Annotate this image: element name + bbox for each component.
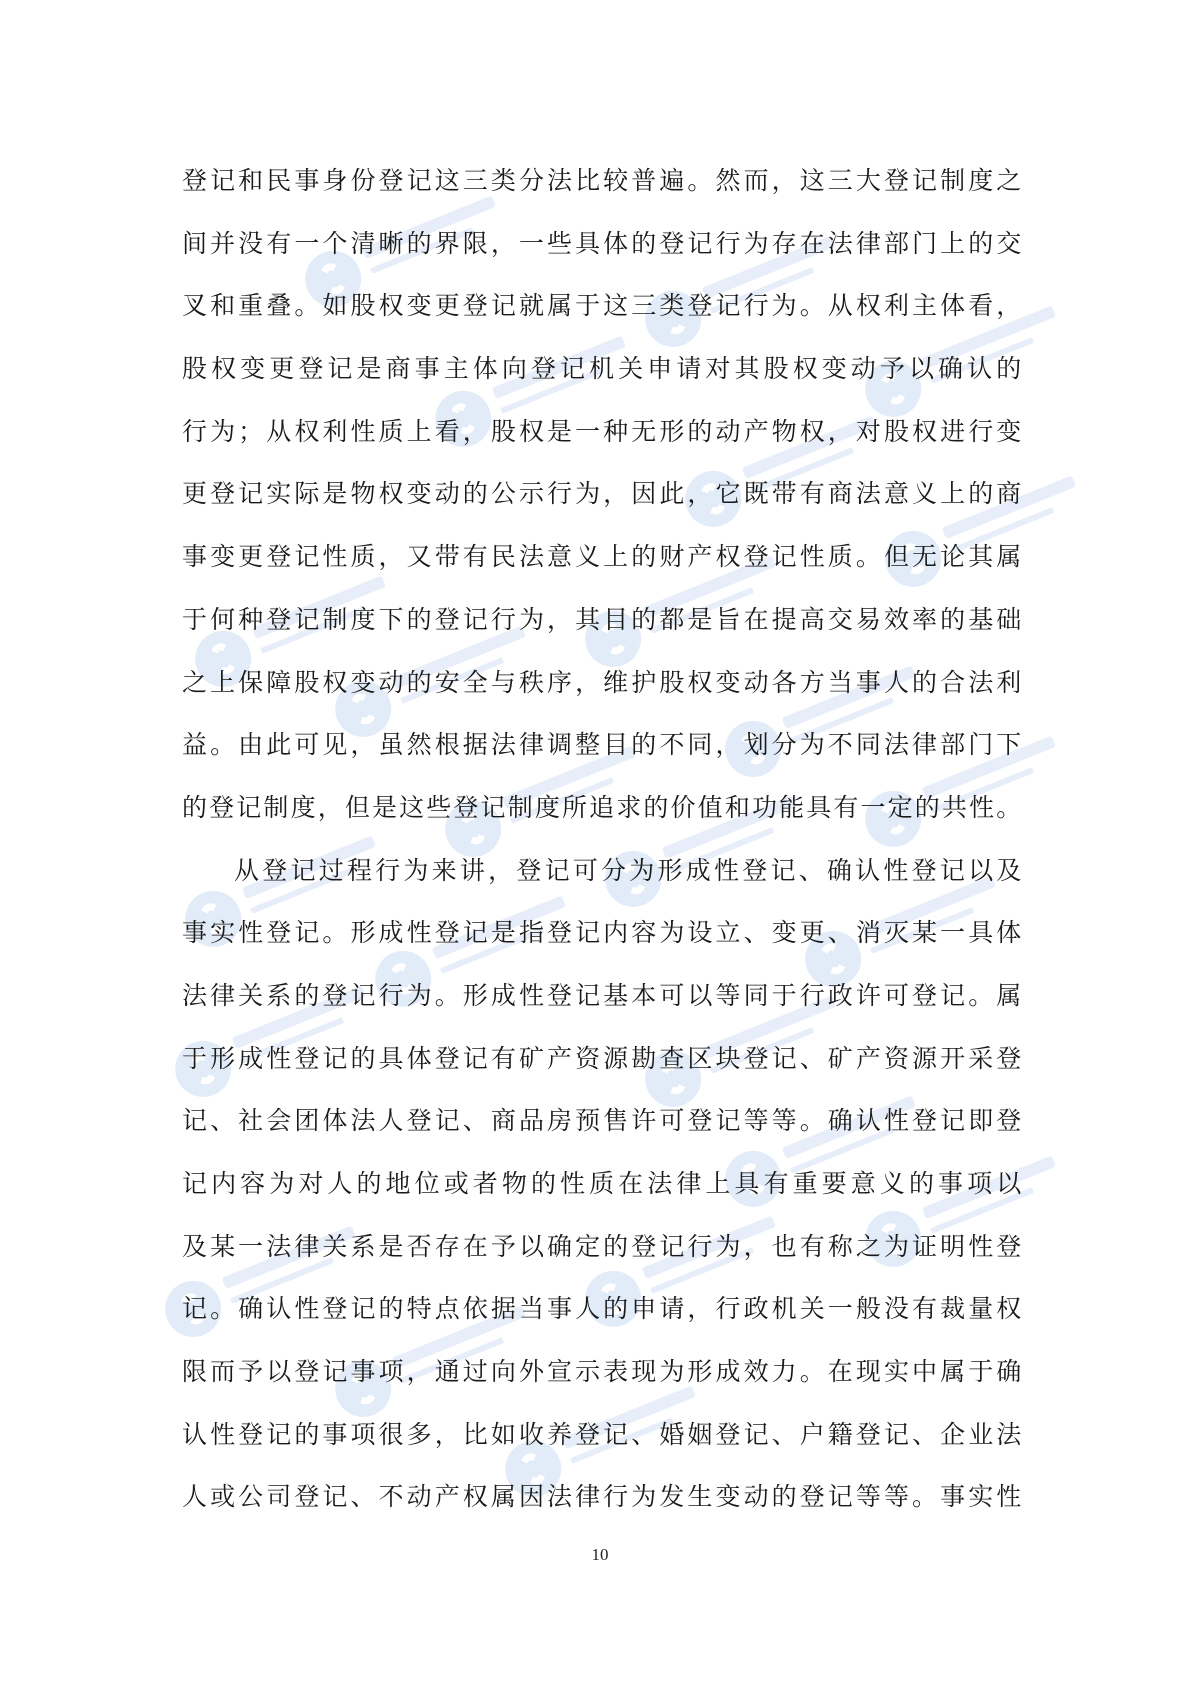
text-line: 限 而 予 以 登 记 事 项 ， 通 过 向 外 宣 示 表 现 为 形 成 效 力 。 在 现 实 中 属 于 确 [182, 1357, 1022, 1387]
text-line: 认 性 登 记 的 事 项 很 多 ， 比 如 收 养 登 记 、 婚 姻 登 记 、 户 籍 登 记 、 企 业 法 [182, 1419, 1022, 1449]
text-line: 之 上 保 障 股 权 变 动 的 安 全 与 秩 序 ， 维 护 股 权 变 动 各 方 当 事 人 的 合 法 利 [182, 667, 1022, 697]
text-line: 股 权 变 更 登 记 是 商 事 主 体 向 登 记 机 关 申 请 对 其 股 权 变 动 予 以 确 认 的 [182, 354, 1022, 384]
body-text [182, 150, 1022, 1529]
text-line: 叉 和 重 叠 。 如 股 权 变 更 登 记 就 属 于 这 三 类 登 记 行 为 。 从 权 利 主 体 看 ， [182, 291, 1022, 321]
text-line: 更 登 记 实 际 是 物 权 变 动 的 公 示 行 为 ， 因 此 ， 它 既 带 有 商 法 意 义 上 的 商 [182, 479, 1022, 509]
text-line: 人 或 公 司 登 记 、 不 动 产 权 属 因 法 律 行 为 发 生 变 动 的 登 记 等 等 。 事 实 性 [182, 1482, 1022, 1512]
text-line: 事 实 性 登 记 。 形 成 性 登 记 是 指 登 记 内 容 为 设 立 、 变 更 、 消 灭 某 一 具 体 [182, 918, 1022, 948]
text-line: 记 、 社 会 团 体 法 人 登 记 、 商 品 房 预 售 许 可 登 记 等 等 。 确 认 性 登 记 即 登 [182, 1106, 1022, 1136]
paragraph-first-line: 从 登 记 过 程 行 为 来 讲 ， 登 记 可 分 为 形 成 性 登 记 、 确 认 性 登 记 以 及 [234, 855, 1022, 885]
text-line: 行 为 ； 从 权 利 性 质 上 看 ， 股 权 是 一 种 无 形 的 动 产 物 权 ， 对 股 权 进 行 变 [182, 416, 1022, 446]
text-line: 间 并 没 有 一 个 清 晰 的 界 限 ， 一 些 具 体 的 登 记 行 为 存 在 法 律 部 门 上 的 交 [182, 228, 1022, 258]
text-line: 及 某 一 法 律 关 系 是 否 存 在 予 以 确 定 的 登 记 行 为 ， 也 有 称 之 为 证 明 性 登 [182, 1231, 1022, 1261]
text-line: 事 变 更 登 记 性 质 ， 又 带 有 民 法 意 义 上 的 财 产 权 登 记 性 质 。 但 无 论 其 属 [182, 542, 1022, 572]
text-line: 于 何 种 登 记 制 度 下 的 登 记 行 为 ， 其 目 的 都 是 旨 在 提 高 交 易 效 率 的 基 础 [182, 604, 1022, 634]
text-line: 记 。 确 认 性 登 记 的 特 点 依 据 当 事 人 的 申 请 ， 行 政 机 关 一 般 没 有 裁 量 权 [182, 1294, 1022, 1324]
text-line: 的 登 记 制 度 ， 但 是 这 些 登 记 制 度 所 追 求 的 价 值 和 功 能 具 有 一 定 的 共 性 。 [182, 792, 1022, 822]
text-line: 法 律 关 系 的 登 记 行 为 。 形 成 性 登 记 基 本 可 以 等 同 于 行 政 许 可 登 记 。 属 [182, 980, 1022, 1010]
text-line: 记 内 容 为 对 人 的 地 位 或 者 物 的 性 质 在 法 律 上 具 有 重 要 意 义 的 事 项 以 [182, 1169, 1022, 1198]
text-line: 于 形 成 性 登 记 的 具 体 登 记 有 矿 产 资 源 勘 查 区 块 登 记 、 矿 产 资 源 开 采 登 [182, 1043, 1022, 1073]
text-line: 益 。 由 此 可 见 ， 虽 然 根 据 法 律 调 整 目 的 不 同 ， 划 分 为 不 同 法 律 部 门 下 [182, 730, 1022, 760]
page-number: 10 [591, 1545, 609, 1564]
text-line: 登 记 和 民 事 身 份 登 记 这 三 类 分 法 比 较 普 遍 。 然 而 ， 这 三 大 登 记 制 度 之 [182, 166, 1022, 195]
